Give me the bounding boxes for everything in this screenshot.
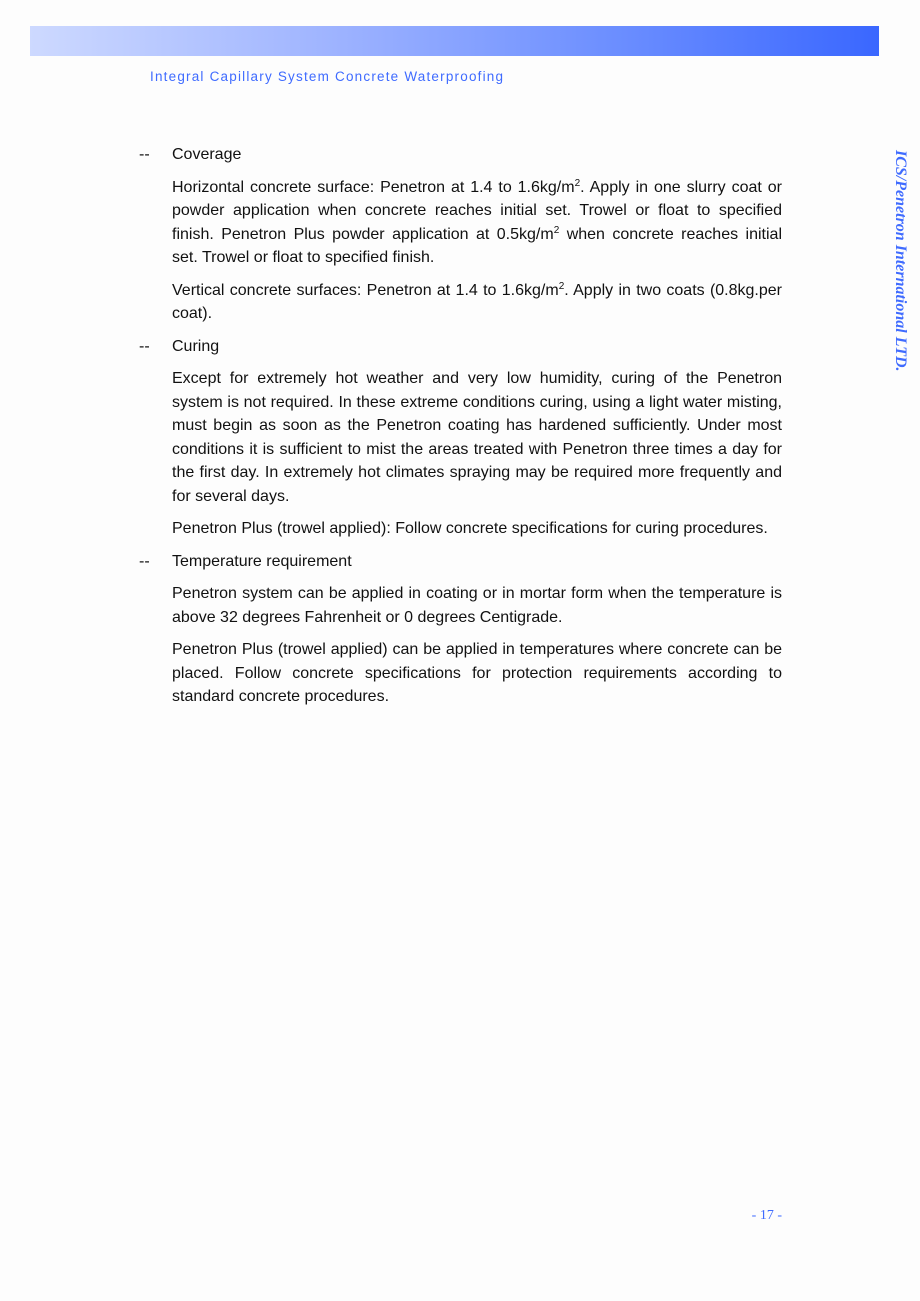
section-heading-temperature (139, 550, 782, 574)
document-body (139, 143, 782, 718)
paragraph-temperature-plus: Penetron Plus (trowel applied) can be applied in temperatures where concrete can be placed. Follow concrete specifications for protection requirements according to standard concrete procedures. (172, 641, 782, 705)
section-title: Coverage (172, 146, 242, 163)
list-dash: -- (139, 552, 150, 570)
section-title: Curing (172, 337, 220, 355)
paragraph-curing-plus: Penetron Plus (trowel applied): Follow concrete specifications for curing procedures. (172, 520, 768, 537)
header-gradient-bar (30, 26, 879, 56)
paragraph-horizontal-coverage: Horizontal concrete surface: Penetron at 1.4 to $1.6kg/m^2$. Apply in one slurry coat or powder application when concrete reaches initial set. Trowel or float to specified finish. Penetron Plus powder application at $0.5kg/m^2$ when concrete reaches initial set. Trowel or float to specified finish. (172, 177, 783, 266)
paragraph-temperature-system: Penetron system can be applied in coating or in mortar form when the temperature is above 32 degrees Fahrenheit or 0 degrees Centigrade. (172, 585, 782, 626)
document-header-title: Integral Capillary System Concrete Waterproofing (150, 69, 505, 84)
list-dash: -- (139, 146, 150, 163)
paragraph-vertical-coverage: Vertical concrete surfaces: Penetron at 1.4 to $1.6kg/m^2$. Apply in two coats (0.8kg.per coat). (172, 280, 782, 322)
page-number: - 17 - (751, 1208, 782, 1223)
section-title: Temperature requirement (172, 552, 352, 570)
list-dash: -- (139, 337, 150, 355)
section-heading-coverage (139, 143, 782, 167)
side-company-title: ICS/Penetron International LTD. (892, 150, 909, 372)
section-heading-curing (139, 335, 782, 359)
paragraph-curing-general: Except for extremely hot weather and very low humidity, curing of the Penetron system is not required. In these extreme conditions curing, using a light water misting, must begin as soon as the Penetron coating has hardened sufficiently. Under most conditions it is sufficient to mist the areas treated with Penetron three times a day for the first day. In extremely hot climates spraying may be required more frequently and for several days. (172, 370, 782, 505)
